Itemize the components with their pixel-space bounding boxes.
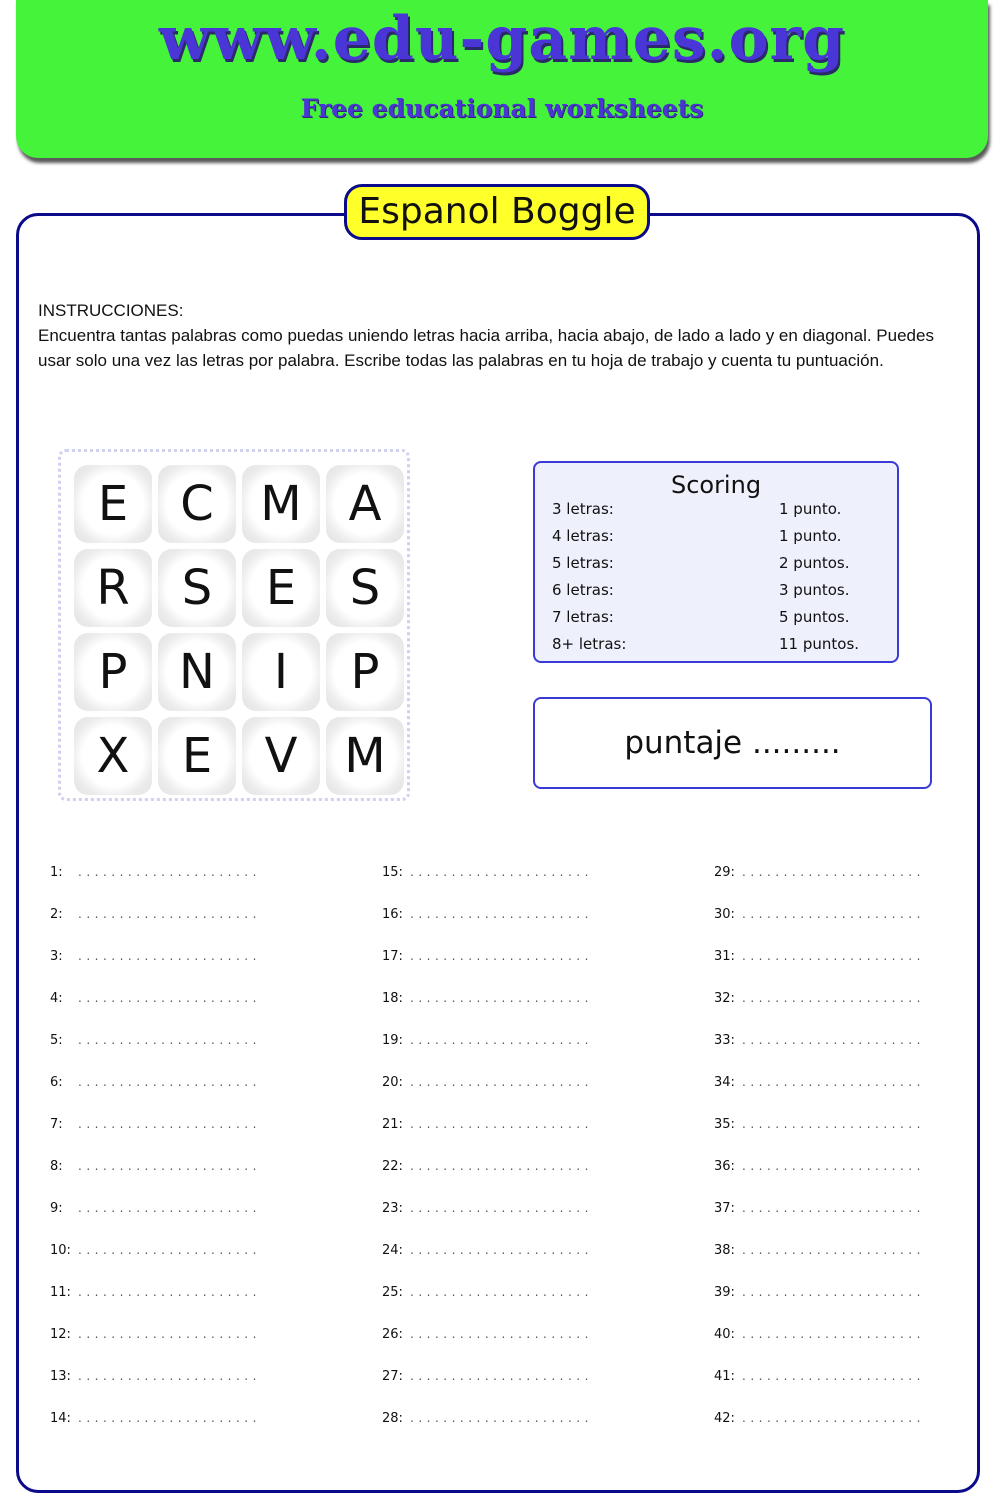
worksheet-title: Espanol Boggle <box>344 184 650 240</box>
answer-number: 26: <box>382 1327 403 1342</box>
answer-blank[interactable]: ...................... <box>742 1159 925 1173</box>
answer-number: 12: <box>50 1327 71 1342</box>
answer-number: 6: <box>50 1075 63 1090</box>
answer-line[interactable] <box>382 1243 593 1258</box>
answer-number: 13: <box>50 1369 71 1384</box>
instructions-heading: INSTRUCCIONES: <box>38 301 184 320</box>
answer-number: 29: <box>714 865 735 880</box>
answer-number: 5: <box>50 1033 63 1048</box>
letter-tile: M <box>326 717 404 795</box>
answer-line[interactable] <box>714 1033 925 1048</box>
answer-number: 1: <box>50 865 63 880</box>
answer-line[interactable] <box>382 949 593 964</box>
letter-tile: R <box>74 549 152 627</box>
answer-blank[interactable]: ...................... <box>742 949 925 963</box>
answer-line[interactable] <box>714 1243 925 1258</box>
answer-number: 7: <box>50 1117 63 1132</box>
scoring-letters: 3 letras: <box>552 500 614 518</box>
letter-tile: E <box>242 549 320 627</box>
answer-number: 42: <box>714 1411 735 1426</box>
answer-number: 11: <box>50 1285 71 1300</box>
answer-blank[interactable]: ...................... <box>410 1117 593 1131</box>
answer-line[interactable] <box>382 1369 593 1384</box>
letter-tile: M <box>242 465 320 543</box>
answer-blank[interactable]: ...................... <box>742 991 925 1005</box>
answer-number: 2: <box>50 907 63 922</box>
answer-blank[interactable]: ...................... <box>742 865 925 879</box>
scoring-letters: 8+ letras: <box>552 635 627 653</box>
letter-tile: N <box>158 633 236 711</box>
answer-blank[interactable]: ...................... <box>410 1159 593 1173</box>
answer-blank[interactable]: ...................... <box>410 1033 593 1047</box>
answer-line[interactable] <box>714 865 925 880</box>
letter-tile: E <box>74 465 152 543</box>
answer-line[interactable] <box>50 1285 261 1300</box>
answer-line[interactable] <box>382 1411 593 1426</box>
scoring-letters: 7 letras: <box>552 608 614 626</box>
answer-number: 16: <box>382 907 403 922</box>
scoring-letters: 6 letras: <box>552 581 614 599</box>
answer-number: 33: <box>714 1033 735 1048</box>
answer-number: 18: <box>382 991 403 1006</box>
answer-blank[interactable]: ...................... <box>410 1201 593 1215</box>
answer-number: 28: <box>382 1411 403 1426</box>
answer-number: 39: <box>714 1285 735 1300</box>
scoring-title: Scoring <box>670 471 762 499</box>
answer-line[interactable] <box>50 949 261 964</box>
scoring-points: 1 punto. <box>779 500 842 518</box>
answer-blank[interactable]: ...................... <box>742 1117 925 1131</box>
answer-line[interactable] <box>714 907 925 922</box>
answer-number: 8: <box>50 1159 63 1174</box>
answer-blank[interactable]: ...................... <box>78 1285 261 1299</box>
answer-number: 23: <box>382 1201 403 1216</box>
answer-number: 10: <box>50 1243 71 1258</box>
answer-blank[interactable]: ...................... <box>742 1411 925 1425</box>
answer-line[interactable] <box>50 1033 261 1048</box>
scoring-points: 5 puntos. <box>779 608 850 626</box>
letter-tile: E <box>158 717 236 795</box>
answer-blank[interactable]: ...................... <box>410 1369 593 1383</box>
answer-line[interactable] <box>50 1369 261 1384</box>
answer-blank[interactable]: ...................... <box>742 1285 925 1299</box>
letter-grid <box>74 465 404 795</box>
answer-line[interactable] <box>50 1243 261 1258</box>
answer-blank[interactable]: ...................... <box>742 1075 925 1089</box>
answer-line[interactable] <box>50 1075 261 1090</box>
scoring-points: 1 punto. <box>779 527 842 545</box>
answer-line[interactable] <box>382 1159 593 1174</box>
answer-line[interactable] <box>382 1075 593 1090</box>
answer-line[interactable] <box>714 1327 925 1342</box>
answer-number: 4: <box>50 991 63 1006</box>
answer-number: 38: <box>714 1243 735 1258</box>
scoring-letters: 4 letras: <box>552 527 614 545</box>
answer-blank[interactable]: ...................... <box>410 865 593 879</box>
letter-tile: S <box>158 549 236 627</box>
site-subtitle: Free educational worksheets <box>300 94 704 123</box>
answer-number: 17: <box>382 949 403 964</box>
answer-line[interactable] <box>714 1117 925 1132</box>
letter-tile: P <box>326 633 404 711</box>
answer-blank[interactable]: ...................... <box>410 1411 593 1425</box>
answer-number: 37: <box>714 1201 735 1216</box>
answer-line[interactable] <box>382 907 593 922</box>
answer-blank[interactable]: ...................... <box>410 907 593 921</box>
worksheet-frame <box>16 213 980 1493</box>
answer-blank[interactable]: ...................... <box>78 1369 261 1383</box>
answer-number: 32: <box>714 991 735 1006</box>
answer-line[interactable] <box>382 1285 593 1300</box>
answer-number: 3: <box>50 949 63 964</box>
answer-number: 24: <box>382 1243 403 1258</box>
answer-blank[interactable]: ...................... <box>78 1075 261 1089</box>
answer-number: 34: <box>714 1075 735 1090</box>
answer-line[interactable] <box>714 1201 925 1216</box>
instructions <box>38 298 958 373</box>
answer-blank[interactable]: ...................... <box>742 1201 925 1215</box>
answer-number: 9: <box>50 1201 63 1216</box>
answer-line[interactable] <box>50 1411 261 1426</box>
answer-blank[interactable]: ...................... <box>78 907 261 921</box>
answer-line[interactable] <box>50 865 261 880</box>
answer-number: 21: <box>382 1117 403 1132</box>
answer-number: 41: <box>714 1369 735 1384</box>
site-title: www.edu-games.org <box>158 4 846 74</box>
scoring-points: 11 puntos. <box>779 635 860 653</box>
answer-blank[interactable]: ...................... <box>78 1201 261 1215</box>
answer-blank[interactable]: ...................... <box>742 1327 925 1341</box>
answer-number: 22: <box>382 1159 403 1174</box>
letter-tile: S <box>326 549 404 627</box>
answer-number: 30: <box>714 907 735 922</box>
answer-number: 40: <box>714 1327 735 1342</box>
letter-tile: P <box>74 633 152 711</box>
answer-line[interactable] <box>714 1369 925 1384</box>
answer-blank[interactable]: ...................... <box>742 1243 925 1257</box>
instructions-text: Encuentra tantas palabras como puedas uniendo letras hacia arriba, hacia abajo, de lado a lado y en diagonal. Puedes usar solo una vez las letras por palabra. Escribe todas las palabras en tu hoja de trabajo y cuenta tu puntuación. <box>38 326 934 370</box>
answer-number: 35: <box>714 1117 735 1132</box>
letter-tile: I <box>242 633 320 711</box>
answer-blank[interactable]: ...................... <box>78 1243 261 1257</box>
scoring-letters: 5 letras: <box>552 554 614 572</box>
answer-number: 14: <box>50 1411 71 1426</box>
answer-blank[interactable]: ...................... <box>410 1327 593 1341</box>
site-banner <box>16 0 988 158</box>
answer-blank[interactable]: ...................... <box>78 1411 261 1425</box>
answer-line[interactable] <box>382 1327 593 1342</box>
answer-line[interactable] <box>382 1117 593 1132</box>
scoring-points: 2 puntos. <box>779 554 850 572</box>
answer-blank[interactable]: ...................... <box>78 865 261 879</box>
answer-blank[interactable]: ...................... <box>78 1159 261 1173</box>
answer-blank[interactable]: ...................... <box>742 1369 925 1383</box>
letter-tile: C <box>158 465 236 543</box>
answer-number: 15: <box>382 865 403 880</box>
answer-number: 27: <box>382 1369 403 1384</box>
letter-tile: A <box>326 465 404 543</box>
score-box: puntaje ......... <box>533 697 932 789</box>
letter-tile: V <box>242 717 320 795</box>
answer-blank[interactable]: ...................... <box>78 1327 261 1341</box>
answer-line[interactable] <box>382 865 593 880</box>
answer-line[interactable] <box>50 1117 261 1132</box>
answer-blank[interactable]: ...................... <box>742 907 925 921</box>
answer-line[interactable] <box>714 949 925 964</box>
answer-number: 31: <box>714 949 735 964</box>
answer-number: 36: <box>714 1159 735 1174</box>
answer-blank[interactable]: ...................... <box>410 1243 593 1257</box>
answer-number: 25: <box>382 1285 403 1300</box>
scoring-points: 3 puntos. <box>779 581 850 599</box>
answer-blank[interactable]: ...................... <box>78 1033 261 1047</box>
answer-line[interactable] <box>714 991 925 1006</box>
answer-blank[interactable]: ...................... <box>78 949 261 963</box>
answer-line[interactable] <box>50 1327 261 1342</box>
answer-line[interactable] <box>714 1285 925 1300</box>
answer-number: 19: <box>382 1033 403 1048</box>
answer-number: 20: <box>382 1075 403 1090</box>
scoring-box <box>533 461 899 663</box>
answer-line[interactable] <box>50 1201 261 1216</box>
answer-blank[interactable]: ...................... <box>78 991 261 1005</box>
answer-line[interactable] <box>382 991 593 1006</box>
answer-line[interactable] <box>50 1159 261 1174</box>
answer-line[interactable] <box>382 1033 593 1048</box>
answer-blank[interactable]: ...................... <box>410 1285 593 1299</box>
answer-blank[interactable]: ...................... <box>410 1075 593 1089</box>
answer-line[interactable] <box>714 1159 925 1174</box>
answer-blank[interactable]: ...................... <box>410 949 593 963</box>
answer-line[interactable] <box>50 991 261 1006</box>
answer-line[interactable] <box>714 1075 925 1090</box>
answer-blank[interactable]: ...................... <box>78 1117 261 1131</box>
answer-line[interactable] <box>382 1201 593 1216</box>
answer-line[interactable] <box>50 907 261 922</box>
answer-blank[interactable]: ...................... <box>410 991 593 1005</box>
letter-tile: X <box>74 717 152 795</box>
answer-line[interactable] <box>714 1411 925 1426</box>
boggle-board <box>58 449 410 801</box>
answer-blank[interactable]: ...................... <box>742 1033 925 1047</box>
